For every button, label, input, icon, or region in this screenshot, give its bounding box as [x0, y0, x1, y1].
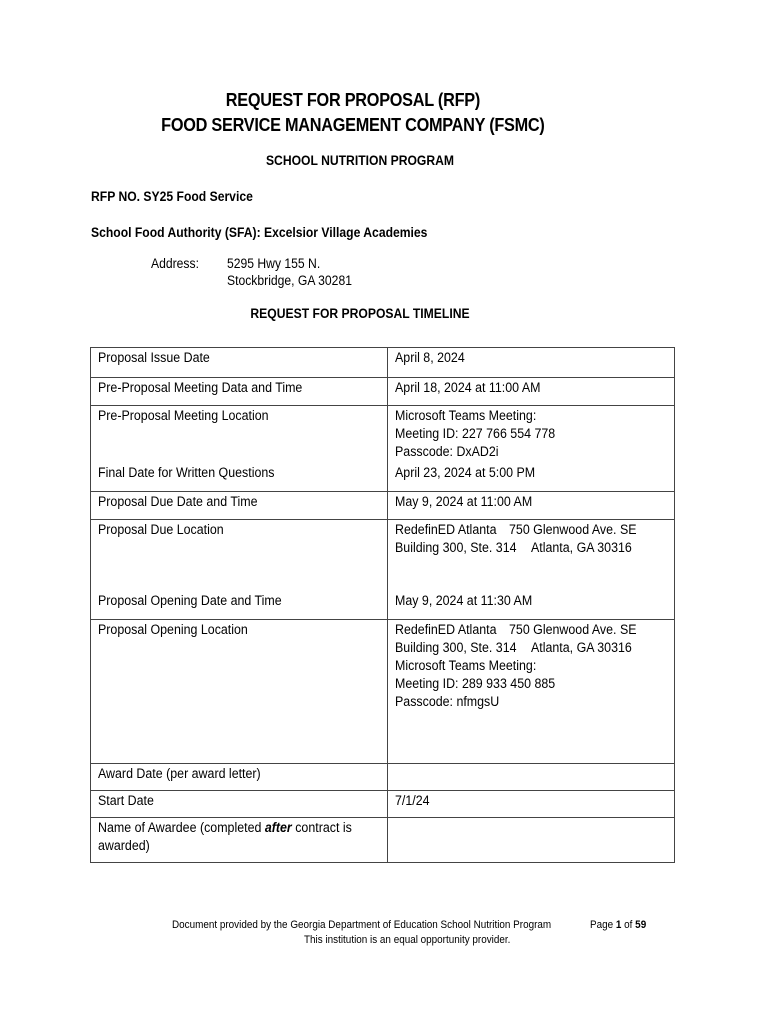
- timeline-value-cell: [388, 817, 675, 862]
- table-row: [91, 763, 675, 790]
- footer-provider: Document provided by the Georgia Department of Education School Nutrition Program: [172, 919, 552, 931]
- timeline-label-cell: Proposal Issue Date: [91, 348, 388, 378]
- timeline-value-cell: RedefinED Atlanta 750 Glenwood Ave. SE Building 300, Ste. 314 Atlanta, GA 30316 Microsoft Teams Meeting: Meeting ID: 289 933 450 885 Passcode: nfmgsU: [388, 619, 675, 763]
- page-number: Page 1 of 59: [590, 919, 647, 931]
- timeline-value-cell: 7/1/24: [388, 790, 675, 817]
- address-line1: 5295 Hwy 155 N.: [227, 256, 321, 271]
- table-row: [91, 348, 675, 378]
- address-label: Address:: [151, 256, 199, 271]
- timeline-label-cell: Proposal Opening Date and Time: [91, 591, 388, 619]
- timeline-label-cell: Proposal Opening Location: [91, 619, 388, 763]
- table-row: [91, 406, 675, 464]
- timeline-value-cell: May 9, 2024 at 11:30 AM: [388, 591, 675, 619]
- timeline-value-cell: [388, 763, 675, 790]
- timeline-value-cell: Microsoft Teams Meeting: Meeting ID: 227 766 554 778 Passcode: DxAD2i: [388, 406, 675, 464]
- timeline-value-cell: April 18, 2024 at 11:00 AM: [388, 378, 675, 406]
- table-row: [91, 519, 675, 591]
- table-row: [91, 790, 675, 817]
- table-row: [91, 591, 675, 619]
- table-row: [91, 378, 675, 406]
- timeline-value-cell: April 23, 2024 at 5:00 PM: [388, 463, 675, 491]
- timeline-heading: REQUEST FOR PROPOSAL TIMELINE: [250, 306, 470, 321]
- table-row: [91, 491, 675, 519]
- timeline-label-cell: Proposal Due Date and Time: [91, 491, 388, 519]
- table-row: [91, 817, 675, 862]
- timeline-value-cell: April 8, 2024: [388, 348, 675, 378]
- timeline-label-cell: Name of Awardee (completed after contract is awarded): [91, 817, 388, 862]
- timeline-label-cell: Pre-Proposal Meeting Data and Time: [91, 378, 388, 406]
- footer-eeo-statement: This institution is an equal opportunity provider.: [304, 934, 511, 946]
- timeline-label-cell: Proposal Due Location: [91, 519, 388, 591]
- sfa-name: School Food Authority (SFA): Excelsior Village Academies: [91, 225, 428, 240]
- timeline-table: [90, 347, 675, 863]
- timeline-label-cell: Award Date (per award letter): [91, 763, 388, 790]
- rfp-number: RFP NO. SY25 Food Service: [91, 189, 253, 204]
- timeline-label-cell: Start Date: [91, 790, 388, 817]
- timeline-value-cell: RedefinED Atlanta 750 Glenwood Ave. SE Building 300, Ste. 314 Atlanta, GA 30316: [388, 519, 675, 591]
- address-line2: Stockbridge, GA 30281: [227, 273, 352, 288]
- table-row: [91, 463, 675, 491]
- program-name: SCHOOL NUTRITION PROGRAM: [265, 153, 455, 168]
- table-row: [91, 619, 675, 763]
- timeline-label-cell: Pre-Proposal Meeting Location: [91, 406, 388, 464]
- timeline-label-cell: Final Date for Written Questions: [91, 463, 388, 491]
- document-title-line1: REQUEST FOR PROPOSAL (RFP): [225, 89, 480, 110]
- timeline-value-cell: May 9, 2024 at 11:00 AM: [388, 491, 675, 519]
- document-title-line2: FOOD SERVICE MANAGEMENT COMPANY (FSMC): [161, 114, 545, 135]
